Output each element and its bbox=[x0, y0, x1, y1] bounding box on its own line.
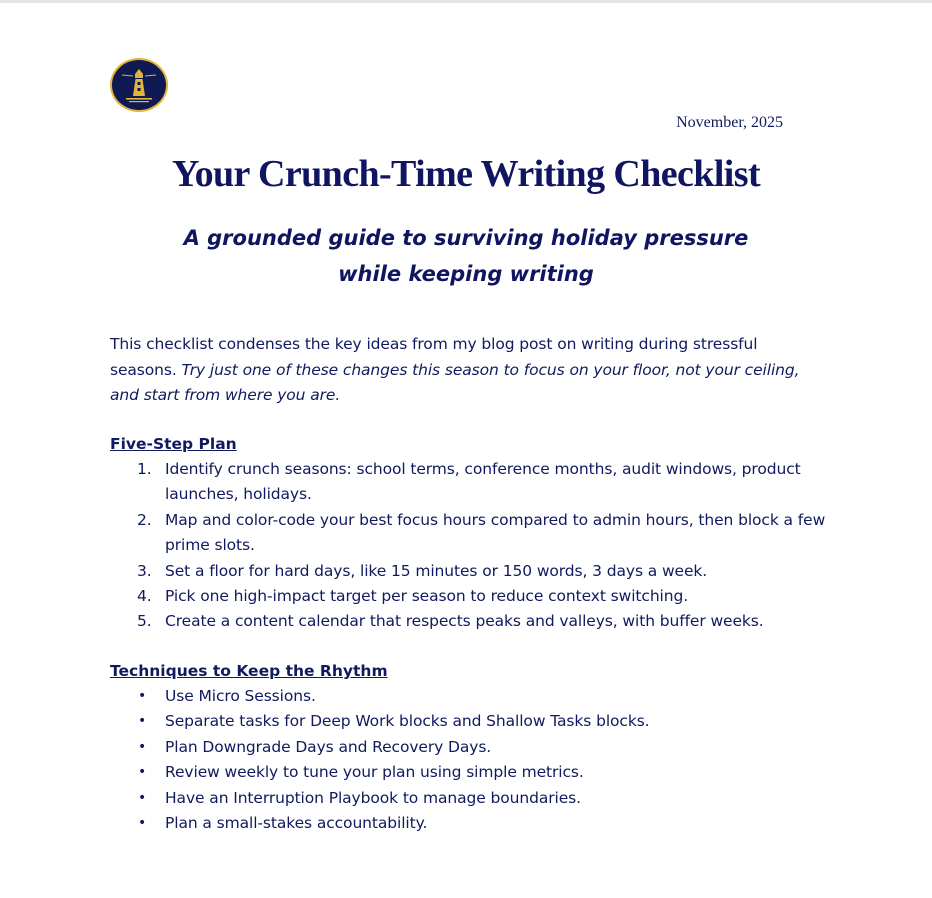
intro-text: This checklist condenses the key ideas from my blog post on writing during stressful seasons. bbox=[110, 335, 758, 379]
bullet-icon: • bbox=[138, 738, 147, 755]
bullet-icon: • bbox=[138, 688, 147, 704]
techniques-heading: Techniques to Keep the Rhythm bbox=[110, 662, 388, 680]
subtitle-line-1: A grounded guide to surviving holiday pressure bbox=[183, 226, 749, 250]
list-item bbox=[110, 457, 830, 508]
list-number: 3. bbox=[137, 561, 152, 580]
list-item-text: Create a content calendar that respects peaks and valleys, with buffer weeks. bbox=[165, 612, 764, 631]
list-item bbox=[110, 709, 830, 734]
bullet-icon: • bbox=[138, 815, 147, 832]
list-number: 4. bbox=[137, 587, 152, 606]
list-number: 2. bbox=[137, 510, 152, 529]
intro-italic-text: Try just one of these changes this season to focus on your floor, not your ceiling, and start from where you are. bbox=[110, 360, 800, 405]
list-item-text: Pick one high-impact target per season to reduce context switching. bbox=[165, 587, 689, 606]
document-subtitle bbox=[0, 220, 932, 292]
list-item bbox=[110, 584, 830, 609]
list-item-text: Plan Downgrade Days and Recovery Days. bbox=[165, 737, 492, 756]
list-item bbox=[110, 735, 830, 760]
top-divider bbox=[0, 0, 932, 3]
list-item-text: Identify crunch seasons: school terms, conference months, audit windows, product launches, holidays. bbox=[165, 460, 801, 504]
list-number: 5. bbox=[137, 612, 152, 631]
intro-paragraph bbox=[110, 332, 826, 409]
list-item-text: Separate tasks for Deep Work blocks and Shallow Tasks blocks. bbox=[165, 712, 650, 731]
bullet-icon: • bbox=[138, 789, 147, 806]
list-item bbox=[110, 684, 830, 709]
bullet-icon: • bbox=[138, 764, 147, 781]
list-number: 1. bbox=[137, 460, 152, 478]
list-item bbox=[110, 609, 830, 634]
list-item bbox=[110, 760, 830, 785]
list-item-text: Set a floor for hard days, like 15 minutes or 150 words, 3 days a week. bbox=[165, 561, 708, 580]
list-item bbox=[110, 508, 830, 559]
bullet-icon: • bbox=[138, 713, 147, 730]
document-title: Your Crunch-Time Writing Checklist bbox=[171, 153, 760, 195]
subtitle-line-2: while keeping writing bbox=[338, 262, 594, 286]
list-item bbox=[110, 559, 830, 584]
list-item bbox=[110, 811, 830, 836]
techniques-list bbox=[110, 684, 830, 836]
five-step-plan-heading: Five-Step Plan bbox=[110, 435, 237, 453]
list-item-text: Have an Interruption Playbook to manage boundaries. bbox=[165, 788, 581, 807]
list-item-text: Map and color-code your best focus hours compared to admin hours, then block a few prime slots. bbox=[165, 510, 826, 555]
list-item-text: Plan a small-stakes accountability. bbox=[165, 814, 428, 833]
list-item bbox=[110, 786, 830, 811]
lighthouse-logo-icon bbox=[110, 58, 168, 112]
five-step-plan-list bbox=[110, 457, 830, 635]
document-date: November, 2025 bbox=[676, 114, 783, 131]
list-item-text: Review weekly to tune your plan using simple metrics. bbox=[165, 763, 584, 782]
list-item-text: Use Micro Sessions. bbox=[165, 687, 316, 705]
